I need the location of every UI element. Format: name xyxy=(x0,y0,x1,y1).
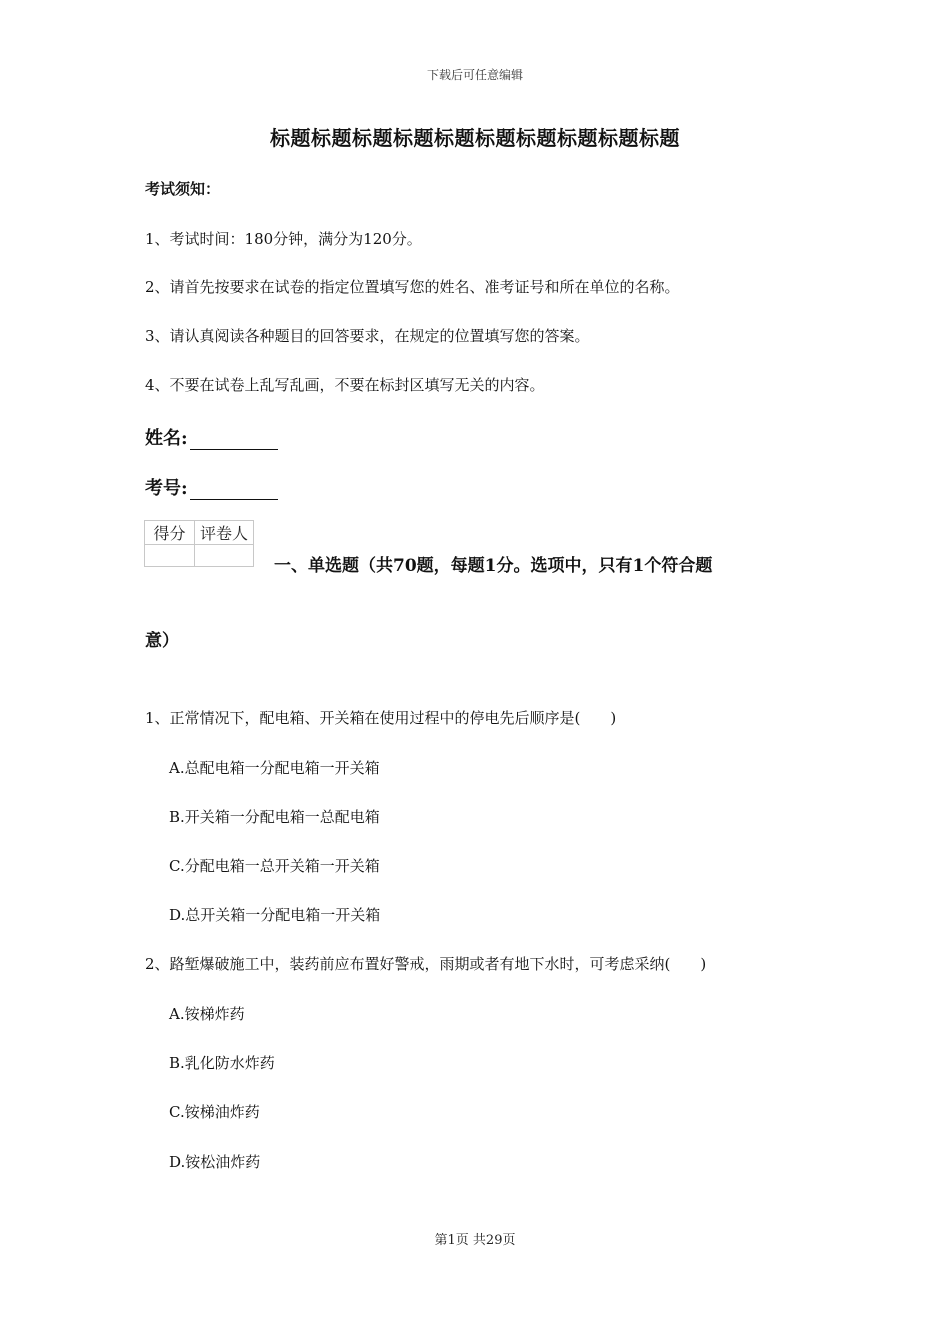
question-stem: 2、路堑爆破施工中，装药前应布置好警戒，雨期或者有地下水时，可考虑采纳( ) xyxy=(145,955,707,973)
notice-item: 2、请首先按要求在试卷的指定位置填写您的姓名、准考证号和所在单位的名称。 xyxy=(145,278,680,296)
score-cell[interactable] xyxy=(145,545,195,567)
question-option[interactable]: B.开关箱一分配电箱一总配电箱 xyxy=(169,808,380,826)
grader-header: 评卷人 xyxy=(195,521,254,545)
question-option[interactable]: C.铵梯油炸药 xyxy=(169,1103,260,1121)
grader-cell[interactable] xyxy=(195,545,254,567)
question-option[interactable]: B.乳化防水炸药 xyxy=(169,1054,275,1072)
notice-item: 1、考试时间：180分钟，满分为120分。 xyxy=(145,230,422,248)
score-header: 得分 xyxy=(145,521,195,545)
question-option[interactable]: D.铵松油炸药 xyxy=(169,1153,261,1171)
score-table xyxy=(144,520,254,567)
notice-item: 3、请认真阅读各种题目的回答要求，在规定的位置填写您的答案。 xyxy=(145,327,590,345)
name-label: 姓名: xyxy=(145,428,188,449)
question-option[interactable]: A.铵梯炸药 xyxy=(169,1005,245,1023)
section-title-continued: 意） xyxy=(145,631,179,651)
exam-id-field xyxy=(145,474,278,500)
page-footer: 第1页 共29页 xyxy=(434,1233,516,1248)
document-title: 标题标题标题标题标题标题标题标题标题标题 xyxy=(270,126,680,150)
header-note: 下载后可任意编辑 xyxy=(426,68,523,82)
name-field xyxy=(145,424,278,450)
exam-id-blank[interactable] xyxy=(190,481,278,500)
notice-heading: 考试须知： xyxy=(145,180,221,198)
question-stem: 1、正常情况下，配电箱、开关箱在使用过程中的停电先后顺序是( ) xyxy=(145,709,617,727)
section-title: 一、单选题（共70题，每题1分。选项中，只有1个符合题 xyxy=(274,556,713,576)
question-option[interactable]: A.总配电箱一分配电箱一开关箱 xyxy=(169,759,380,777)
name-blank[interactable] xyxy=(190,431,278,450)
exam-id-label: 考号: xyxy=(145,478,188,499)
notice-item: 4、不要在试卷上乱写乱画，不要在标封区填写无关的内容。 xyxy=(145,376,545,394)
question-option[interactable]: D.总开关箱一分配电箱一开关箱 xyxy=(169,906,381,924)
question-option[interactable]: C.分配电箱一总开关箱一开关箱 xyxy=(169,857,380,875)
